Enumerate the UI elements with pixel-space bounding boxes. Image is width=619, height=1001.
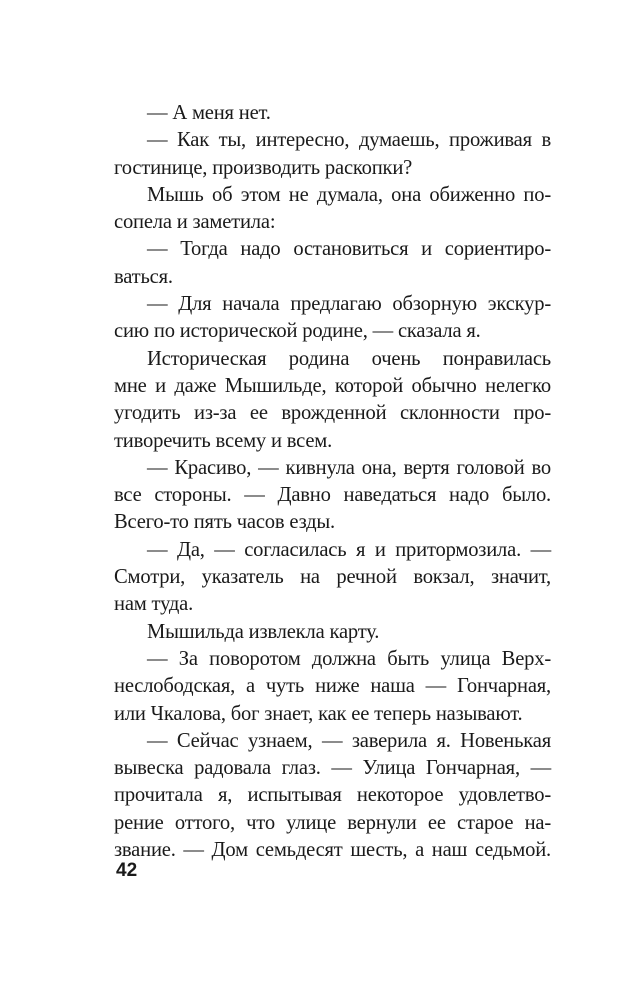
text-line: Мышь об этом не думала, она обиженно по- [147,183,551,206]
text-line: все стороны. — Давно наведаться надо было. [114,484,551,507]
text-line: рение оттого, что улице вернули ее старое на- [114,811,551,834]
text-line: Мышильда извлекла карту. [147,620,380,643]
page-body-text [114,100,551,864]
text-line: звание. — Дом семьдесят шесть, а наш седьмой. [114,839,551,862]
text-line: сию по исторической родине, — сказала я. [114,320,481,343]
text-line: тиворечить всему и всем. [114,429,333,452]
text-line: Всего-то пять часов езды. [114,511,335,534]
text-line: Историческая родина очень понравилась [147,347,551,370]
text-line: — За поворотом должна быть улица Верх- [147,647,551,670]
text-line: или Чкалова, бог знает, как ее теперь называют. [114,702,523,725]
text-line: гостинице, производить раскопки? [114,156,413,179]
text-line: — Тогда надо остановиться и сориентиро- [147,238,551,261]
text-line: мне и даже Мышильде, которой обычно нелегко [114,374,551,397]
text-line: сопела и заметила: [114,211,276,234]
text-line: — Как ты, интересно, думаешь, проживая в [147,129,551,152]
text-line: ваться. [114,265,173,288]
page-number: 42 [116,860,138,881]
text-line: угодить из-за ее врожденной склонности про- [114,402,551,425]
text-line: — Красиво, — кивнула она, вертя головой во [147,456,551,479]
text-line: — Сейчас узнаем, — заверила я. Новенькая [147,729,551,752]
text-line: прочитала я, испытывая некоторое удовлетво- [114,784,551,807]
text-line: неслободская, а чуть ниже наша — Гончарная, [114,675,551,698]
text-line: — А меня нет. [147,102,271,124]
text-line: нам туда. [114,593,194,616]
text-line: — Да, — согласилась я и притормозила. — [147,538,551,561]
text-line: — Для начала предлагаю обзорную экскур- [147,293,551,316]
text-line: Смотри, указатель на речной вокзал, значит, [114,566,551,589]
text-line: вывеска радовала глаз. — Улица Гончарная, — [114,757,551,780]
